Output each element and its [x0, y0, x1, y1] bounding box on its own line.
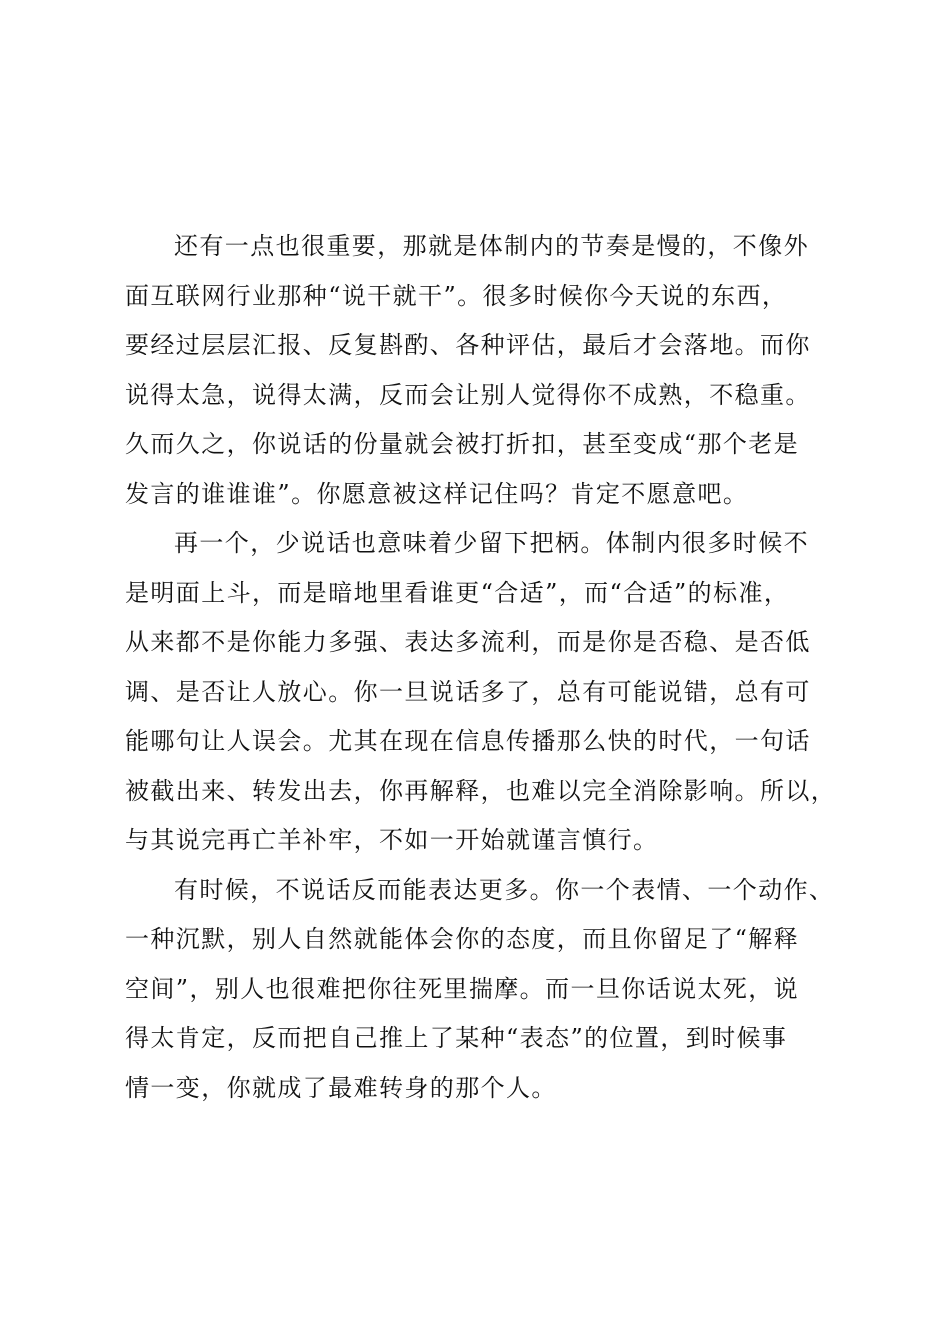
- paragraph-line: 久而久之，你说话的份量就会被打折扣，甚至变成“那个老是: [125, 430, 800, 458]
- paragraph-line: 一种沉默，别人自然就能体会你的态度，而且你留足了“解释: [125, 925, 800, 953]
- paragraph-line: 面互联网行业那种“说干就干”。很多时候你今天说的东西，: [125, 281, 788, 310]
- paragraph-line: 说得太急，说得太满，反而会让别人觉得你不成熟，不稳重。: [125, 380, 811, 409]
- paragraph-line: 被截出来、转发出去，你再解释，也难以完全消除影响。所以，: [125, 776, 837, 805]
- paragraph-line: 还有一点也很重要，那就是体制内的节奏是慢的，不像外: [174, 232, 809, 260]
- paragraph-line: 是明面上斗，而是暗地里看谁更“合适”，而“合适”的标准，: [125, 578, 790, 607]
- paragraph-line: 发言的谁谁谁”。你愿意被这样记住吗？肯定不愿意吧。: [125, 479, 749, 508]
- paragraph-2: [125, 519, 837, 866]
- paragraph-3: [125, 866, 835, 1114]
- paragraph-1: [125, 222, 825, 519]
- document-body: [125, 222, 837, 1113]
- paragraph-line: 空间”，别人也很难把你往死里揣摩。而一旦你话说太死，说: [125, 974, 800, 1003]
- paragraph-line: 与其说完再亡羊补牢，不如一开始就谨言慎行。: [125, 826, 659, 854]
- paragraph-line: 能哪句让人误会。尤其在现在信息传播那么快的时代，一句话: [125, 727, 811, 755]
- paragraph-line: 再一个，少说话也意味着少留下把柄。体制内很多时候不: [174, 529, 809, 557]
- paragraph-line: 调、是否让人放心。你一旦说话多了，总有可能说错，总有可: [125, 677, 811, 706]
- paragraph-line: 要经过层层汇报、反复斟酌、各种评估，最后才会落地。而你: [125, 331, 811, 359]
- paragraph-line: 得太肯定，反而把自己推上了某种“表态”的位置，到时候事: [125, 1024, 788, 1052]
- paragraph-line: 情一变，你就成了最难转身的那个人。: [125, 1073, 557, 1102]
- paragraph-line: 从来都不是你能力多强、表达多流利，而是你是否稳、是否低: [125, 628, 811, 656]
- paragraph-line: 有时候，不说话反而能表达更多。你一个表情、一个动作、: [174, 875, 835, 904]
